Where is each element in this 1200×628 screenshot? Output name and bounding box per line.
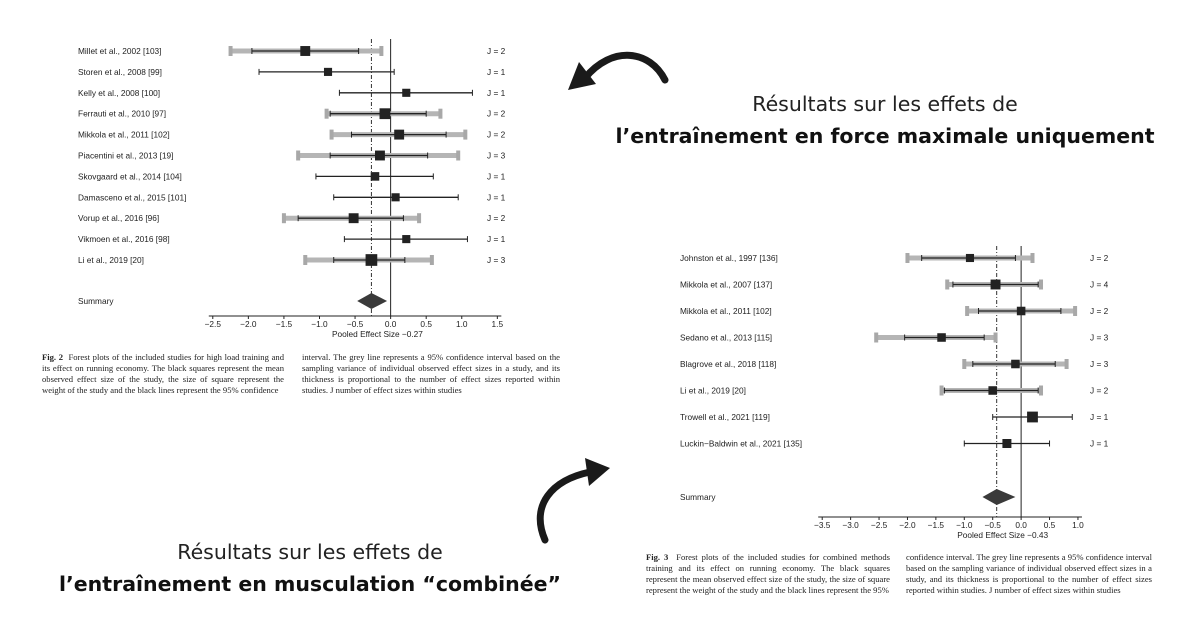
effect-count-label: J = 1 [487,171,506,182]
effect-count-label: J = 1 [487,234,506,245]
summary-label: Summary [680,492,716,502]
x-tick-label: 0.5 [1043,520,1056,530]
caption-text: Forest plots of the included studies for combined methods training and its effect on running economy. The black squares represent the mean observed effect size of the study, the size of square represent the weight of the study and the black lines represent the 95% [646,552,890,595]
x-tick-label: 1.0 [455,319,468,329]
study-label: Li et al., 2019 [20] [680,385,746,396]
x-tick-label: −1.0 [311,319,328,329]
x-tick-label: −2.5 [204,319,221,329]
effect-count-label: J = 1 [487,87,506,98]
x-tick-label: −1.5 [275,319,293,329]
callout-line: Résultats sur les effets de [752,92,1018,116]
study-label: Vorup et al., 2016 [96] [78,213,160,224]
caption-label: Fig. 2 [42,352,64,362]
x-axis-label: Pooled Effect Size −0.27 [331,329,423,339]
study-label: Blagrove et al., 2018 [118] [680,359,777,369]
x-tick-label: −2.0 [899,520,916,530]
x-tick-label: −1.0 [956,520,973,530]
effect-count-label: J = 2 [1090,385,1109,396]
study-label: Vikmoen et al., 2016 [98] [78,234,170,245]
effect-count-label: J = 3 [1090,359,1109,369]
study-label: Damasceno et al., 2015 [101] [78,192,187,203]
study-label: Storen et al., 2008 [99] [78,66,162,77]
x-tick-label: −0.5 [984,520,1001,530]
callout-line: Résultats sur les effets de [177,540,443,564]
callout-emphasis: l’entraînement en force maximale uniquement [615,124,1155,148]
x-tick-label: −2.5 [870,520,888,530]
x-tick-label: 0.0 [1015,520,1027,530]
effect-count-label: J = 2 [487,108,506,119]
effect-count-label: J = 3 [487,255,506,265]
x-tick-label: −2.0 [240,319,257,329]
study-label: Mikkola et al., 2011 [102] [680,306,772,316]
effect-count-label: J = 1 [1090,438,1109,449]
x-tick-label: 0.0 [384,319,397,329]
study-label: Li et al., 2019 [20] [78,255,144,265]
effect-count-label: J = 2 [1090,253,1109,263]
callout-combined [40,536,580,600]
study-label: Trowell et al., 2021 [119] [680,412,770,422]
study-label: Luckin−Baldwin et al., 2021 [135] [680,438,803,449]
effect-count-label: J = 3 [487,150,506,161]
study-label: Kelly et al., 2008 [100] [78,87,161,98]
study-label: Piacentini et al., 2013 [19] [78,150,174,161]
caption-text: interval. The grey line represents a 95% confidence interval based on the sampling variance of individual observed effect sizes in a study, and its thickness is proportional to the number of effect sizes reported within studies. J number of effect sizes within studies [302,352,560,395]
effect-count-label: J = 1 [487,192,506,203]
effect-count-label: J = 2 [487,46,506,56]
x-tick-label: 0.5 [420,319,432,329]
effect-count-label: J = 1 [1090,412,1109,422]
x-tick-label: −1.5 [927,520,945,530]
callout-max-strength [590,88,1180,152]
caption-label: Fig. 3 [646,552,669,562]
study-label: Mikkola et al., 2007 [137] [680,279,773,290]
figure-caption-fig3 [646,552,890,596]
caption-text: Forest plots of the included studies for high load training and its effect on running economy. The black squares represent the mean observed effect size of the study, the size of square represent the weight of the study and the black lines represent the 95% confidence [42,352,285,395]
x-axis-label: Pooled Effect Size −0.43 [957,530,1049,540]
x-tick-label: 1.0 [1072,520,1084,530]
effect-count-label: J = 2 [487,213,506,224]
x-tick-label: −3.5 [814,520,831,530]
curved-arrow-icon [568,55,665,90]
figure-caption-fig2-col2 [302,352,560,396]
effect-count-label: J = 2 [1090,306,1109,316]
effect-count-label: J = 4 [1090,279,1109,290]
study-label: Millet et al., 2002 [103] [78,46,162,56]
figure-caption-fig2 [42,352,284,396]
study-label: Sedano et al., 2013 [115] [680,332,773,343]
callout-emphasis: l’entraînement en musculation “combinée” [58,572,562,596]
x-tick-label: 1.5 [491,319,504,329]
study-label: Skovgaard et al., 2014 [104] [78,171,182,182]
study-label: Ferrauti et al., 2010 [97] [78,108,167,119]
effect-count-label: J = 2 [487,129,506,140]
study-label: Johnston et al., 1997 [136] [680,253,778,263]
summary-label: Summary [78,296,114,306]
effect-count-label: J = 1 [487,66,506,77]
curved-arrow-icon [540,458,610,540]
effect-count-label: J = 3 [1090,332,1109,343]
x-tick-label: −0.5 [346,319,364,329]
x-tick-label: −3.0 [842,520,859,530]
study-label: Mikkola et al., 2011 [102] [78,129,170,140]
figure-caption-fig3-col2 [906,552,1152,596]
caption-text: confidence interval. The grey line represents a 95% confidence interval based on the sampling variance of individual observed effect sizes in a study, and its thickness is proportional to the number of effect sizes reported within studies. J number of effect sizes within studies [906,552,1152,595]
